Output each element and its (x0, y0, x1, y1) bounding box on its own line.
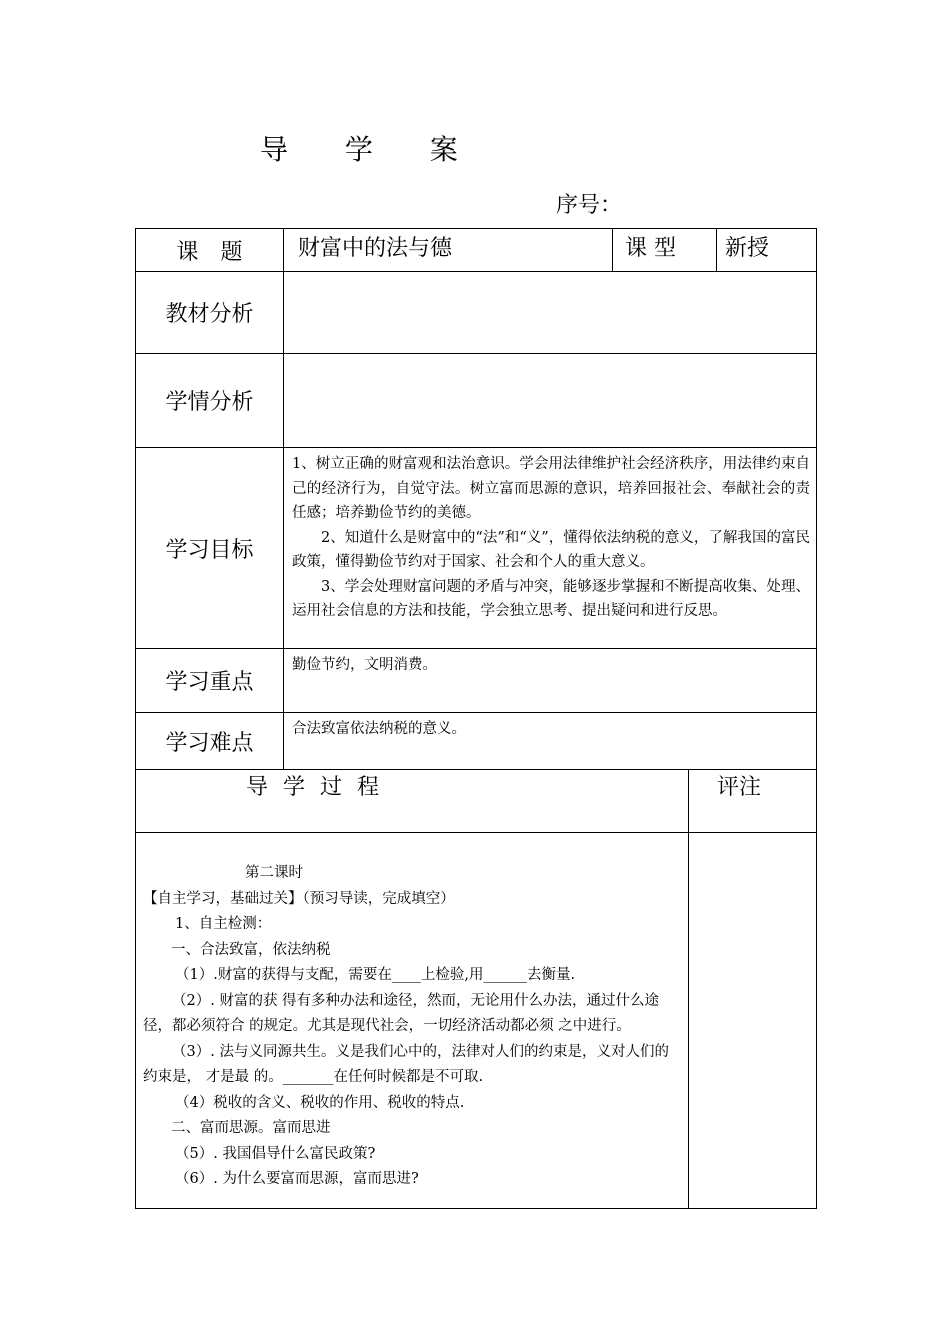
question-1: （1）.财富的获得与支配，需要在____上检验,用______去衡量. (175, 967, 576, 983)
process-content (136, 833, 689, 1209)
difficult-content: 合法致富依法纳税的意义。 (284, 713, 817, 770)
situation-row (136, 354, 817, 448)
process-header-row (136, 770, 817, 833)
serial-number-label: 序号： (556, 193, 623, 218)
question-3: （3）. 法与义同源共生。义是我们心中的，法律对人们的约束是，义对人们的约束是， 才是最 的。_______在任何时候都是不可取. (143, 1043, 669, 1085)
material-label: 教材分析 (136, 272, 284, 354)
page-title: 导 学 案 (260, 133, 482, 166)
part2-heading: 二、富而思源。富而思进 (171, 1120, 331, 1136)
goal-item-2: 2、知道什么是财富中的“法”和“义”，懂得依法纳税的意义，了解我国的富民政策，懂得勤俭节约对于国家、社会和个人的重大意义。 (292, 529, 810, 570)
comment-column (689, 833, 817, 1209)
process-header: 导 学 过 程 (136, 770, 689, 833)
process-body-row (136, 833, 817, 1209)
goals-row (136, 448, 817, 649)
question-4: （4）税收的含义、税收的作用、税收的特点. (175, 1094, 465, 1111)
difficult-row (136, 713, 817, 770)
key-label: 学习重点 (136, 649, 284, 713)
topic-row (136, 229, 817, 272)
comment-header: 评注 (689, 770, 817, 833)
process-table (135, 769, 817, 1209)
material-row (136, 272, 817, 354)
difficult-label: 学习难点 (136, 713, 284, 770)
goals-content (284, 448, 817, 649)
lesson-label: 第二课时 (245, 865, 303, 881)
key-row (136, 649, 817, 713)
part1-heading: 一、合法致富，依法纳税 (171, 941, 331, 958)
situation-label: 学情分析 (136, 354, 284, 448)
section-title: 【自主学习，基础过关】（预习导读，完成填空） (143, 890, 455, 907)
question-5: （5）. 我国倡导什么富民政策? (175, 1145, 376, 1162)
situation-content (284, 354, 817, 448)
question-2: （2）. 财富的获 得有多种办法和途径，然而，无论用什么办法，通过什么途径，都必须符合 的规定。尤其是现代社会，一切经济活动都必须 之中进行。 (143, 992, 660, 1034)
type-value: 新授 (717, 229, 817, 272)
goals-label: 学习目标 (136, 448, 284, 649)
self-check-label: 1、自主检测： (175, 916, 272, 932)
goal-item-3: 3、学会处理财富问题的矛盾与冲突，能够逐步掌握和不断提高收集、处理、运用社会信息的方法和技能，学会独立思考、提出疑问和进行反思。 (292, 578, 810, 619)
topic-label: 课 题 (136, 229, 284, 272)
key-content: 勤俭节约，文明消费。 (284, 649, 817, 713)
material-content (284, 272, 817, 354)
goal-item-1: 1、树立正确的财富观和法治意识。学会用法律维护社会经济秩序，用法律约束自己的经济行为，自觉守法。树立富而思源的意识，培养回报社会、奉献社会的责任感；培养勤俭节约的美德。 (292, 456, 810, 521)
info-table (135, 228, 817, 770)
type-label: 课 型 (613, 229, 717, 272)
question-6: （6）. 为什么要富而思源，富而思进? (175, 1171, 419, 1187)
topic-value: 财富中的法与德 (284, 229, 613, 272)
